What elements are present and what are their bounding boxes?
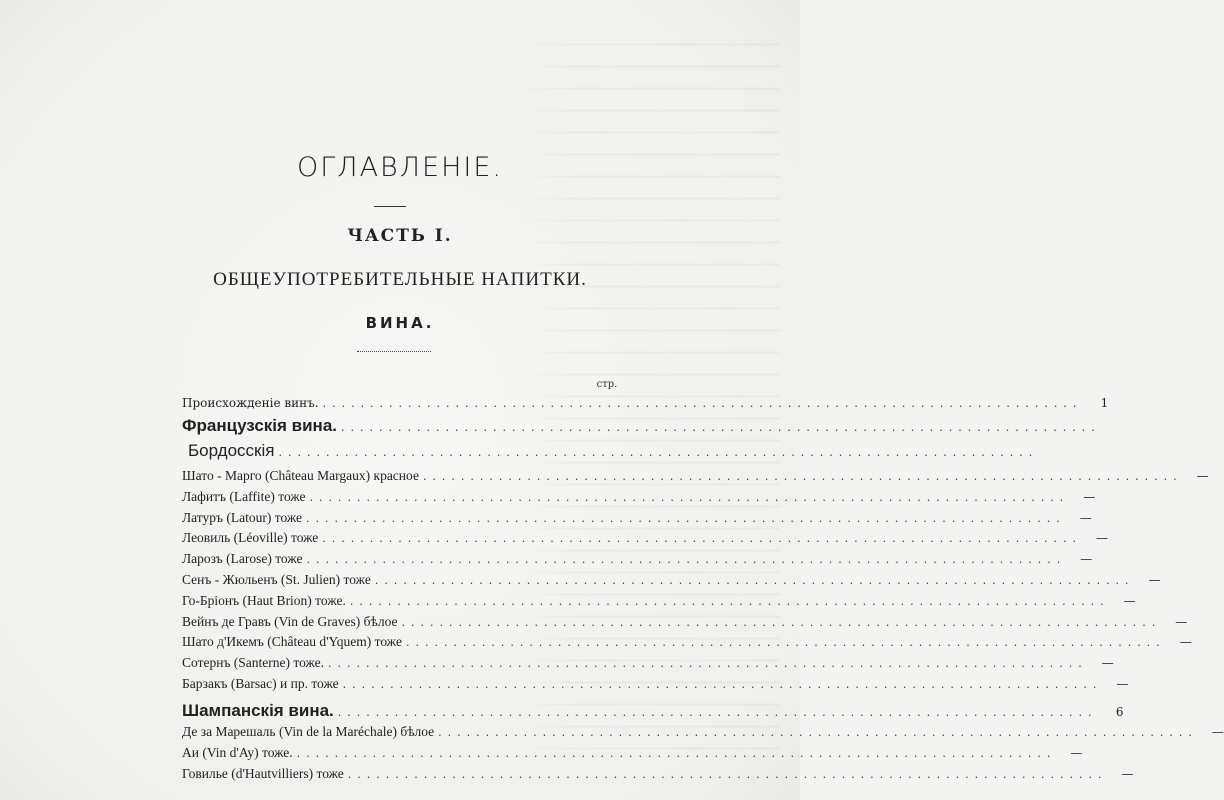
toc-label: Барзакъ (Barsac) и пр. тоже (182, 676, 339, 691)
toc-row (182, 593, 1136, 609)
toc-row (182, 396, 1109, 410)
toc-page-number: — (1148, 573, 1161, 587)
toc-page-number: — (1079, 511, 1092, 525)
dot-leader: ................................................................................ (296, 747, 1057, 760)
toc-page-number: — (1179, 635, 1192, 649)
toc-page-number: 6 (1115, 705, 1124, 719)
toc-page-number: — (1070, 746, 1083, 760)
page-column-header: стр. (596, 379, 618, 390)
dot-leader: ................................................................................ (374, 574, 1135, 587)
toc-page-number: — (1211, 725, 1224, 739)
dot-leader: ................................................................................ (342, 678, 1103, 691)
toc-page-number: — (1080, 552, 1093, 566)
toc-row (182, 468, 1209, 484)
title-rule (374, 206, 406, 207)
toc-row (182, 766, 1134, 782)
dot-leader: ................................................................................ (322, 532, 1083, 545)
toc-label: Бордосскія (188, 441, 275, 460)
toc-row (182, 572, 1161, 588)
toc-row (182, 614, 1188, 630)
dot-leader: ................................................................................ (309, 491, 1070, 504)
toc-row (182, 510, 1092, 526)
toc-label: Аи (Vin d'Ay) тоже. (182, 745, 293, 760)
toc-page-number: — (1175, 615, 1188, 629)
toc-row (182, 530, 1109, 546)
toc-label: Французскія вина. (182, 416, 338, 435)
toc-label: Лафитъ (Laffite) тоже (182, 489, 306, 504)
toc-label: Шато д'Икемъ (Château d'Yquem) тоже (182, 634, 402, 649)
general-drinks-heading: ОБЩЕУПОТРЕБИТЕЛЬНЫЕ НАПИТКИ. (213, 269, 587, 290)
toc-page-number: — (1101, 656, 1114, 670)
dot-leader: ................................................................................ (347, 768, 1108, 781)
toc-page-number: — (1121, 767, 1134, 781)
toc-label: Леовиль (Léoville) тоже (182, 530, 319, 545)
toc-label: Шато - Марго (Château Margaux) красное (182, 468, 419, 483)
dot-leader: ................................................................................ (349, 595, 1110, 608)
toc-page-number: 1 (1100, 396, 1109, 410)
toc-label: Сотернъ (Santerne) тоже. (182, 655, 325, 670)
part-heading: ЧАСТЬ I. (347, 226, 453, 246)
toc-row (182, 489, 1096, 505)
toc-label: Сенъ - Жюльенъ (St. Julien) тоже (182, 572, 371, 587)
toc-row (182, 634, 1192, 650)
toc-page-number: — (1116, 677, 1129, 691)
dot-leader: ................................................................................ (405, 636, 1166, 649)
toc-page-number: — (1083, 490, 1096, 504)
dot-leader: ................................................................................ (341, 421, 1101, 434)
toc-row (182, 676, 1129, 692)
toc-page-number: — (1196, 469, 1209, 483)
page-title: ОГЛАВЛЕНІЕ. (296, 152, 504, 183)
dot-leader: ................................................................................ (422, 470, 1183, 483)
toc-label: Вейнъ де Гравъ (Vin de Graves) бѣлое (182, 614, 398, 629)
dot-leader: ................................................................................ (337, 706, 1098, 719)
toc-row (182, 724, 1224, 740)
toc-row (182, 416, 1101, 436)
toc-label: Де за Марешаль (Vin de la Maréchale) бѣлое (182, 724, 435, 739)
toc-row (182, 701, 1124, 721)
toc-page-number: — (1096, 531, 1109, 545)
dot-leader: ................................................................................ (438, 726, 1198, 739)
dot-leader: ................................................................................ (401, 616, 1162, 629)
toc-row (182, 441, 1039, 461)
toc-label: Происхожденіе винъ. (182, 396, 319, 410)
toc-row (182, 551, 1093, 567)
toc-label: Го-Бріонъ (Haut Brion) тоже. (182, 593, 346, 608)
toc-page-number: — (1123, 594, 1136, 608)
toc-label: Ларозъ (Larose) тоже (182, 551, 303, 566)
wines-heading: ВИНА. (365, 314, 435, 332)
dot-leader: ................................................................................ (306, 512, 1066, 525)
dotted-rule (357, 351, 431, 352)
toc-row (182, 745, 1083, 761)
toc-label: Шампанскія вина. (182, 701, 334, 720)
dot-leader: ................................................................................ (278, 446, 1039, 459)
toc-row (182, 655, 1114, 671)
toc-label: Латуръ (Latour) тоже (182, 510, 303, 525)
toc-label: Говилье (d'Hautvilliers) тоже (182, 766, 344, 781)
dot-leader: ................................................................................ (306, 553, 1067, 566)
dot-leader: ................................................................................ (328, 657, 1088, 670)
dot-leader: ................................................................................ (322, 397, 1083, 410)
